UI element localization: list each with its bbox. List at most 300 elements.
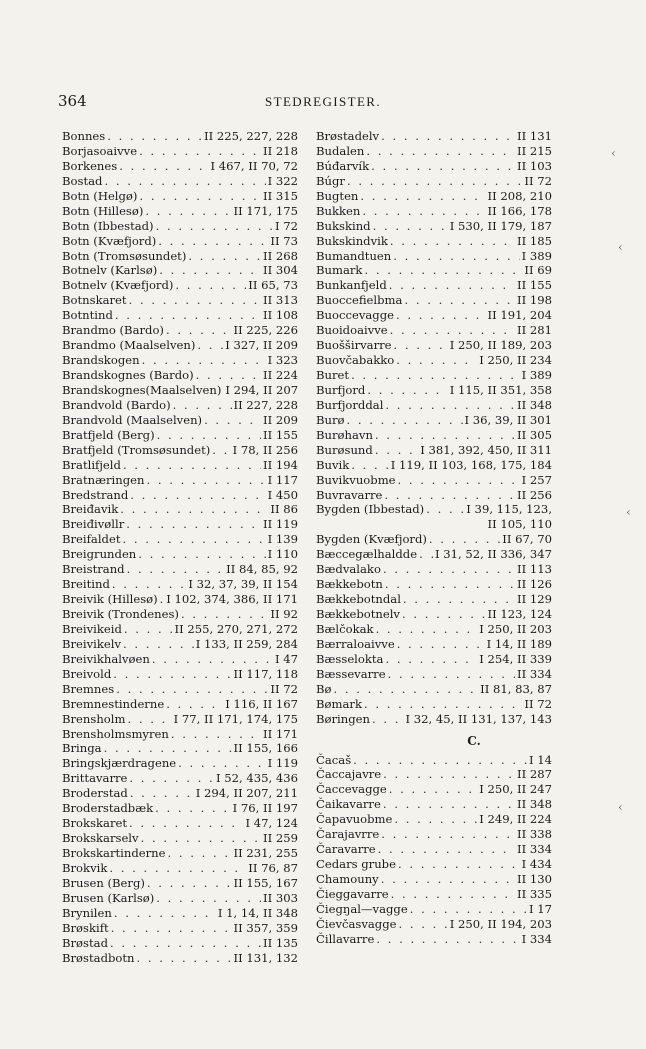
dot-leader xyxy=(410,902,527,917)
index-entry xyxy=(62,204,298,219)
entry-term: Burfjord xyxy=(316,382,366,397)
entry-page-refs: II 194 xyxy=(263,457,298,472)
dot-leader xyxy=(197,338,223,353)
entry-term: Brøskift xyxy=(62,920,109,935)
dot-leader xyxy=(156,891,261,906)
entry-page-refs: I 78, II 256 xyxy=(232,442,298,457)
entry-page-refs: I 110 xyxy=(267,547,298,562)
index-entry xyxy=(316,278,552,293)
entry-term: Bø xyxy=(316,681,332,696)
dot-leader xyxy=(381,872,515,887)
entry-term: Čaccevagge xyxy=(316,782,387,797)
entry-term: Brandvold (Bardo) xyxy=(62,397,171,412)
entry-page-refs: I 47 xyxy=(274,651,298,666)
dot-leader xyxy=(399,917,448,932)
entry-page-refs: II 72 xyxy=(524,696,552,711)
entry-term: Bukken xyxy=(316,203,361,218)
entry-term: Buvravarre xyxy=(316,487,383,502)
dot-leader xyxy=(159,263,261,278)
entry-term: Broderstadbæk xyxy=(62,801,154,816)
entry-page-refs: I 294, II 207 xyxy=(225,382,298,397)
entry-term: Botn (Tromsøsundet) xyxy=(62,248,187,263)
index-entry xyxy=(62,383,298,398)
entry-term: Breistrand xyxy=(62,562,125,577)
dot-leader xyxy=(166,323,232,338)
entry-page-refs: II 348 xyxy=(517,797,552,812)
dot-leader xyxy=(104,174,265,189)
entry-term: Buvik xyxy=(316,457,350,472)
index-entry xyxy=(316,204,552,219)
index-entry xyxy=(62,592,298,607)
dot-leader xyxy=(426,502,464,517)
index-entry xyxy=(316,219,552,234)
dot-leader xyxy=(173,398,232,413)
entry-page-refs: II 155, 166 xyxy=(233,741,298,756)
entry-term: Čacaš xyxy=(316,752,352,767)
entry-page-refs: I 389 xyxy=(521,248,552,263)
index-entry xyxy=(316,428,552,443)
margin-mark: ‹ xyxy=(618,240,623,254)
entry-term: Brandskognes (Bardo) xyxy=(62,368,194,382)
entry-page-refs: I 52, 435, 436 xyxy=(215,771,298,786)
index-entry xyxy=(316,234,552,249)
index-entry xyxy=(316,323,552,338)
index-entry xyxy=(62,891,298,906)
entry-term: Botnskaret xyxy=(62,293,127,308)
index-entry xyxy=(62,816,298,831)
entry-term: Bukskind xyxy=(316,218,371,233)
index-entry xyxy=(316,637,552,652)
entry-term: Brokskartinderne xyxy=(62,846,166,860)
index-entry xyxy=(62,458,298,473)
entry-page-refs: I 250, II 203 xyxy=(479,621,552,636)
entry-page-refs: II 218 xyxy=(263,143,298,158)
dot-leader xyxy=(393,249,519,264)
index-entry xyxy=(62,936,298,951)
entry-page-refs: I 31, 52, II 336, 347 xyxy=(435,547,552,562)
entry-page-refs: I 250, II 189, 203 xyxy=(449,338,552,353)
entry-term: Breivik (Trondenes) xyxy=(62,607,179,621)
index-entry xyxy=(62,712,298,727)
dot-leader xyxy=(155,801,230,816)
index-entry xyxy=(62,637,298,652)
entry-term: Bømark xyxy=(316,696,362,711)
dot-leader xyxy=(394,812,477,827)
index-entry xyxy=(62,876,298,891)
entry-page-refs: II 225, 227, 228 xyxy=(204,129,298,143)
dot-leader xyxy=(110,936,261,951)
dot-leader xyxy=(113,667,231,682)
entry-page-refs: II 131 xyxy=(517,129,552,143)
entry-page-refs: II 76, 87 xyxy=(248,860,298,875)
entry-page-refs: II 171, 175 xyxy=(233,203,298,218)
dot-leader xyxy=(398,857,520,872)
dot-leader xyxy=(160,592,165,607)
dot-leader xyxy=(166,697,223,712)
dot-leader xyxy=(112,577,187,592)
entry-page-refs: I 72 xyxy=(274,218,298,233)
entry-page-refs: II 348 xyxy=(517,397,552,412)
dot-leader xyxy=(128,712,172,727)
index-entry xyxy=(62,398,298,413)
index-entry xyxy=(62,338,298,353)
entry-term: Čaccajavre xyxy=(316,767,382,782)
dot-leader xyxy=(375,428,515,443)
entry-term: Breigrunden xyxy=(62,547,137,562)
index-entry xyxy=(316,458,552,473)
index-entry xyxy=(316,932,552,947)
index-entry xyxy=(62,906,298,921)
entry-term: Brokvik xyxy=(62,860,108,875)
entry-page-refs: II 357, 359 xyxy=(233,920,298,935)
page-number: 364 xyxy=(58,92,87,110)
entry-page-refs: II 185 xyxy=(517,233,552,248)
entry-page-refs: II 92 xyxy=(270,607,298,621)
dot-leader xyxy=(130,786,194,801)
dot-leader xyxy=(402,607,486,622)
dot-leader xyxy=(404,293,515,308)
dot-leader xyxy=(396,353,477,368)
entry-page-refs: II 105, 110 xyxy=(487,517,552,532)
entry-term: Bugten xyxy=(316,188,359,203)
dot-leader xyxy=(385,652,477,667)
index-entry xyxy=(316,413,552,428)
entry-page-refs: II 72 xyxy=(524,173,552,188)
index-entry xyxy=(62,786,298,801)
index-entry xyxy=(62,428,298,443)
dot-leader xyxy=(145,204,231,219)
dot-leader xyxy=(139,189,261,204)
entry-page-refs: II 171 xyxy=(263,726,298,741)
entry-page-refs: II 72 xyxy=(270,681,298,696)
margin-mark: ‹ xyxy=(618,800,623,814)
entry-term: Brøstadbotn xyxy=(62,950,135,965)
entry-page-refs: I 102, 374, 386, II 171 xyxy=(166,592,298,607)
entry-page-refs: II 227, 228 xyxy=(233,397,298,412)
entry-term: Bæsselokta xyxy=(316,651,384,666)
index-entry xyxy=(316,263,552,278)
entry-term: Bæssevarre xyxy=(316,666,386,681)
entry-term: Brensholm xyxy=(62,711,126,726)
entry-term: Čiegŋal—vagge xyxy=(316,901,408,916)
dot-leader xyxy=(383,797,515,812)
dot-leader xyxy=(142,353,266,368)
dot-leader xyxy=(375,443,418,458)
index-entry xyxy=(62,756,298,771)
index-entry xyxy=(62,368,298,383)
entry-term: Čaravarre xyxy=(316,842,376,857)
entry-term: Breifaldet xyxy=(62,532,121,547)
dot-leader xyxy=(139,144,261,159)
entry-term: Bostad xyxy=(62,173,103,188)
entry-term: Breiđavik xyxy=(62,502,119,517)
index-entry xyxy=(316,473,552,488)
dot-leader xyxy=(129,816,243,831)
entry-page-refs: I 47, 124 xyxy=(245,816,298,831)
index-entry xyxy=(62,249,298,264)
entry-page-refs: I 254, II 339 xyxy=(479,651,552,666)
index-entry xyxy=(316,502,552,517)
entry-term: Bædvalako xyxy=(316,562,381,577)
index-entry xyxy=(62,547,298,562)
entry-page-refs: II 81, 83, 87 xyxy=(480,681,552,696)
entry-term: Breivik (Hillesø) xyxy=(62,592,158,607)
entry-page-refs: II 131, 132 xyxy=(233,950,298,965)
dot-leader xyxy=(138,547,265,562)
index-entry xyxy=(316,842,552,857)
dot-leader xyxy=(347,174,522,189)
entry-term: Bæccegælhaldde xyxy=(316,547,418,562)
dot-leader xyxy=(372,712,404,727)
dot-leader xyxy=(196,368,261,383)
entry-term: Búđarvík xyxy=(316,158,370,173)
index-entry xyxy=(62,771,298,786)
index-entry xyxy=(316,607,552,622)
index-entry xyxy=(62,727,298,742)
index-entry xyxy=(62,234,298,249)
entry-page-refs: II 73 xyxy=(270,233,298,248)
entry-page-refs: II 155 xyxy=(263,427,298,442)
entry-term: Bækkebotndal xyxy=(316,592,401,607)
entry-term: Búgr xyxy=(316,173,345,188)
entry-term: Botn (Ibbestad) xyxy=(62,218,154,233)
entry-page-refs: I 434 xyxy=(521,857,552,872)
index-entry xyxy=(316,577,552,592)
index-entry xyxy=(62,562,298,577)
dot-leader xyxy=(146,473,265,488)
index-entry xyxy=(62,219,298,234)
entry-term: Brandskognes(Maalselven) xyxy=(62,382,222,397)
index-entry xyxy=(316,129,552,144)
entry-page-refs: I 77, II 171, 174, 175 xyxy=(173,711,298,726)
entry-page-refs: II 191, 204 xyxy=(487,308,552,323)
entry-page-refs: II 84, 85, 92 xyxy=(226,562,298,577)
index-entry xyxy=(316,532,552,547)
entry-page-refs: II 103 xyxy=(517,158,552,173)
entry-page-refs: II 256 xyxy=(517,487,552,502)
entry-page-refs: II 231, 255 xyxy=(233,846,298,860)
index-entry xyxy=(316,488,552,503)
index-entry xyxy=(62,144,298,159)
entry-page-refs: I 322 xyxy=(267,173,298,188)
entry-term: Buoccefielbma xyxy=(316,293,403,308)
dot-leader xyxy=(376,932,519,947)
dot-leader xyxy=(127,562,225,577)
entry-term: Brandmo (Bardo) xyxy=(62,323,164,338)
dot-leader xyxy=(364,697,522,712)
dot-leader xyxy=(390,234,515,249)
index-entry xyxy=(62,189,298,204)
entry-term: Børingen xyxy=(316,711,370,726)
entry-page-refs: I 116, II 167 xyxy=(225,696,298,711)
dot-leader xyxy=(381,827,515,842)
index-entry xyxy=(316,159,552,174)
index-entry xyxy=(316,622,552,637)
page-header xyxy=(58,92,588,112)
entry-term: Brusen (Berg) xyxy=(62,875,145,890)
entry-page-refs: I 76, II 197 xyxy=(232,801,298,816)
entry-page-refs: I 294, II 207, 211 xyxy=(195,786,298,801)
entry-page-refs: II 224 xyxy=(263,368,298,382)
entry-term: Buošširvarre xyxy=(316,338,392,353)
entry-page-refs: II 215 xyxy=(517,143,552,158)
dot-leader xyxy=(378,842,515,857)
index-entry xyxy=(62,517,298,532)
entry-page-refs: I 119, II 103, 168, 175, 184 xyxy=(390,457,552,472)
index-entry xyxy=(62,473,298,488)
entry-term: Brensholmsmyren xyxy=(62,726,169,741)
entry-page-refs: I 467, II 70, 72 xyxy=(210,158,298,173)
entry-term: Buret xyxy=(316,368,350,382)
dot-leader xyxy=(367,383,447,398)
dot-leader xyxy=(124,622,173,637)
index-entry xyxy=(62,831,298,846)
entry-page-refs: II 130 xyxy=(517,872,552,886)
index-entry xyxy=(62,652,298,667)
index-entry xyxy=(316,697,552,712)
index-entry xyxy=(62,607,298,622)
index-entry xyxy=(316,887,552,902)
dot-leader xyxy=(360,189,485,204)
entry-page-refs: II 119 xyxy=(263,517,298,532)
dot-leader xyxy=(109,861,246,876)
entry-page-refs: I 1, 14, II 348 xyxy=(217,905,298,920)
index-entry xyxy=(62,861,298,876)
dot-leader xyxy=(175,278,246,293)
dot-leader xyxy=(120,502,268,517)
dot-leader xyxy=(111,921,232,936)
dot-leader xyxy=(381,129,515,144)
index-entry xyxy=(62,353,298,368)
entry-page-refs: I 450 xyxy=(267,487,298,502)
entry-term: Buvikvuobme xyxy=(316,472,396,487)
dot-leader xyxy=(123,458,261,473)
index-entry xyxy=(316,797,552,812)
index-entry xyxy=(316,517,552,532)
index-entry xyxy=(62,622,298,637)
entry-page-refs: I 334 xyxy=(521,931,552,946)
index-entry xyxy=(316,398,552,413)
dot-leader xyxy=(353,753,527,768)
entry-term: Breivikhalvøen xyxy=(62,651,150,666)
entry-page-refs: II 334 xyxy=(517,842,552,857)
entry-term: Brittavarre xyxy=(62,771,128,786)
entry-page-refs: I 139 xyxy=(267,532,298,547)
dot-leader xyxy=(351,458,388,473)
dot-leader xyxy=(398,473,520,488)
entry-page-refs: II 67, 70 xyxy=(502,532,552,547)
entry-page-refs: II 209 xyxy=(263,412,298,427)
entry-page-refs: II 303 xyxy=(263,890,298,905)
dot-leader xyxy=(152,652,273,667)
index-column-right xyxy=(316,129,552,947)
index-entry xyxy=(62,532,298,547)
dot-leader xyxy=(212,443,230,458)
dot-leader xyxy=(122,532,265,547)
dot-leader xyxy=(390,323,515,338)
index-entry xyxy=(316,383,552,398)
entry-term: Burfjorddal xyxy=(316,397,384,412)
entry-term: Buoidoaivve xyxy=(316,323,388,338)
entry-term: Bærraloaivve xyxy=(316,636,395,651)
dot-leader xyxy=(115,308,261,323)
entry-term: Bælčokak xyxy=(316,621,374,636)
dot-leader xyxy=(429,532,500,547)
index-entry xyxy=(316,293,552,308)
index-entry xyxy=(62,443,298,458)
entry-term: Bringskjærdragene xyxy=(62,756,177,771)
entry-page-refs: I 115, II 351, 358 xyxy=(449,382,552,397)
entry-page-refs: II 155, 167 xyxy=(233,875,298,890)
dot-leader xyxy=(126,517,261,532)
index-entry xyxy=(62,502,298,517)
entry-page-refs: I 323 xyxy=(267,353,298,368)
index-entry xyxy=(62,741,298,756)
entry-page-refs: II 135 xyxy=(263,935,298,950)
dot-leader xyxy=(123,637,194,652)
entry-page-refs: II 313 xyxy=(263,293,298,308)
entry-page-refs: II 69 xyxy=(524,263,552,278)
entry-page-refs: II 86 xyxy=(270,502,298,517)
entry-term: Bækkebotn xyxy=(316,577,383,592)
entry-term: Broderstad xyxy=(62,786,128,801)
entry-page-refs: II 287 xyxy=(517,767,552,782)
entry-page-refs: II 305 xyxy=(517,427,552,442)
dot-leader xyxy=(396,308,486,323)
index-entry xyxy=(316,652,552,667)
entry-term: Bækkebotnelv xyxy=(316,607,400,621)
dot-leader xyxy=(204,413,261,428)
entry-term: Čillavarre xyxy=(316,931,375,946)
entry-term: Brandmo (Maalselven) xyxy=(62,338,196,353)
dot-leader xyxy=(371,159,515,174)
entry-term: Čapavuobme xyxy=(316,812,393,827)
entry-page-refs: I 32, 45, II 131, 137, 143 xyxy=(405,711,552,726)
entry-page-refs: II 198 xyxy=(517,293,552,308)
dot-leader xyxy=(351,368,520,383)
index-entry xyxy=(316,144,552,159)
entry-term: Brandskogen xyxy=(62,353,140,368)
entry-page-refs: II 65, 73 xyxy=(248,278,298,293)
dot-leader xyxy=(388,667,515,682)
margin-mark: ‹ xyxy=(611,146,616,160)
entry-term: Buoccevagge xyxy=(316,308,394,323)
dot-leader xyxy=(104,741,232,756)
dot-leader xyxy=(383,767,515,782)
dot-leader xyxy=(119,159,208,174)
dot-leader xyxy=(137,951,232,966)
entry-term: Borjasoaivve xyxy=(62,143,138,158)
index-entry xyxy=(316,443,552,458)
dot-leader xyxy=(181,607,268,622)
entry-term: Bratlifjeld xyxy=(62,457,121,472)
index-entry xyxy=(62,278,298,293)
entry-page-refs: I 133, II 259, 284 xyxy=(195,636,298,651)
entry-term: Čarajavrre xyxy=(316,827,380,842)
index-entry xyxy=(62,801,298,816)
entry-term: Bunkanfjeld xyxy=(316,278,387,293)
entry-term: Botnelv (Kvæfjord) xyxy=(62,278,174,293)
dot-leader xyxy=(188,249,261,264)
index-entries-b xyxy=(316,129,552,727)
dot-leader xyxy=(384,488,515,503)
dot-leader xyxy=(129,293,261,308)
entry-page-refs: II 117, 118 xyxy=(233,666,298,681)
dot-leader xyxy=(383,562,515,577)
dot-leader xyxy=(167,846,231,861)
index-entry xyxy=(316,547,552,562)
dot-leader xyxy=(394,338,448,353)
